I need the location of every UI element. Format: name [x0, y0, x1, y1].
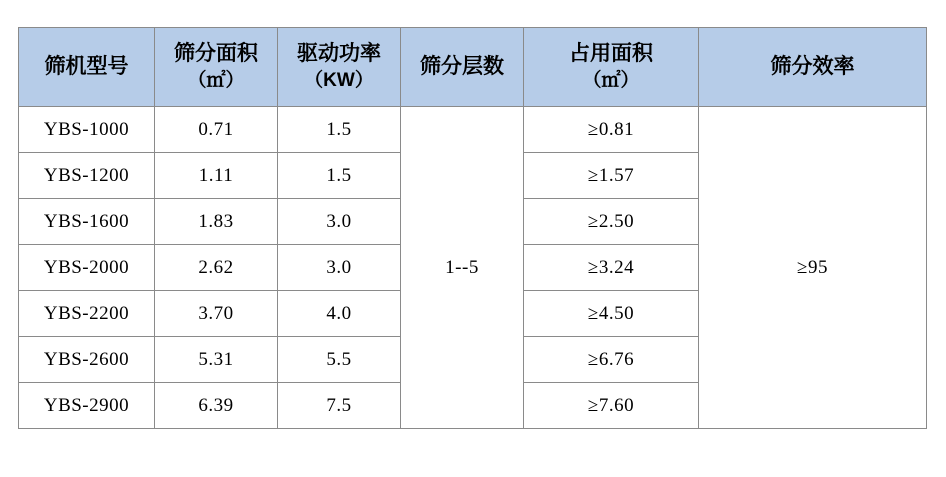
cell-drive-power: 7.5: [278, 383, 401, 429]
column-header-layers: [401, 28, 524, 107]
cell-layers-merged: 1--5: [401, 107, 524, 429]
cell-model: YBS-1000: [19, 107, 155, 153]
column-header-footprint: [524, 28, 699, 107]
cell-footprint: ≥7.60: [524, 383, 699, 429]
column-header-layers-line1: 筛分层数: [420, 54, 504, 78]
cell-screening-area: 0.71: [155, 107, 278, 153]
cell-model: YBS-1600: [19, 199, 155, 245]
cell-screening-area: 2.62: [155, 245, 278, 291]
cell-footprint: ≥2.50: [524, 199, 699, 245]
cell-footprint: ≥4.50: [524, 291, 699, 337]
cell-footprint: ≥0.81: [524, 107, 699, 153]
table-body: [19, 107, 927, 429]
cell-drive-power: 3.0: [278, 245, 401, 291]
table-header: [19, 28, 927, 107]
column-header-drive-power-unit: （KW）: [304, 70, 374, 92]
column-header-footprint-line1: 占用面积: [569, 42, 653, 65]
column-header-screening-area-unit: （㎡）: [187, 70, 245, 92]
column-header-drive-power-line1: 驱动功率: [297, 42, 381, 65]
cell-drive-power: 5.5: [278, 337, 401, 383]
table-row: [19, 107, 927, 153]
cell-footprint: ≥3.24: [524, 245, 699, 291]
spec-table-container: [18, 27, 926, 429]
cell-footprint: ≥1.57: [524, 153, 699, 199]
cell-model: YBS-2600: [19, 337, 155, 383]
cell-footprint: ≥6.76: [524, 337, 699, 383]
column-header-efficiency-line1: 筛分效率: [770, 54, 855, 78]
column-header-model-line1: 筛机型号: [44, 54, 129, 78]
column-header-model: [19, 28, 155, 107]
column-header-drive-power: [278, 28, 401, 107]
table-header-row: [19, 28, 927, 107]
cell-model: YBS-2000: [19, 245, 155, 291]
column-header-footprint-unit: （㎡）: [582, 70, 640, 92]
cell-model: YBS-1200: [19, 153, 155, 199]
cell-screening-area: 5.31: [155, 337, 278, 383]
cell-drive-power: 1.5: [278, 153, 401, 199]
cell-model: YBS-2200: [19, 291, 155, 337]
cell-model: YBS-2900: [19, 383, 155, 429]
cell-drive-power: 3.0: [278, 199, 401, 245]
cell-drive-power: 4.0: [278, 291, 401, 337]
cell-screening-area: 6.39: [155, 383, 278, 429]
cell-screening-area: 1.83: [155, 199, 278, 245]
cell-screening-area: 1.11: [155, 153, 278, 199]
column-header-screening-area-line1: 筛分面积: [174, 42, 258, 65]
column-header-efficiency: [699, 28, 927, 107]
screen-machine-spec-table: [18, 27, 927, 429]
cell-screening-area: 3.70: [155, 291, 278, 337]
cell-drive-power: 1.5: [278, 107, 401, 153]
column-header-screening-area: [155, 28, 278, 107]
cell-efficiency-merged: ≥95: [699, 107, 927, 429]
